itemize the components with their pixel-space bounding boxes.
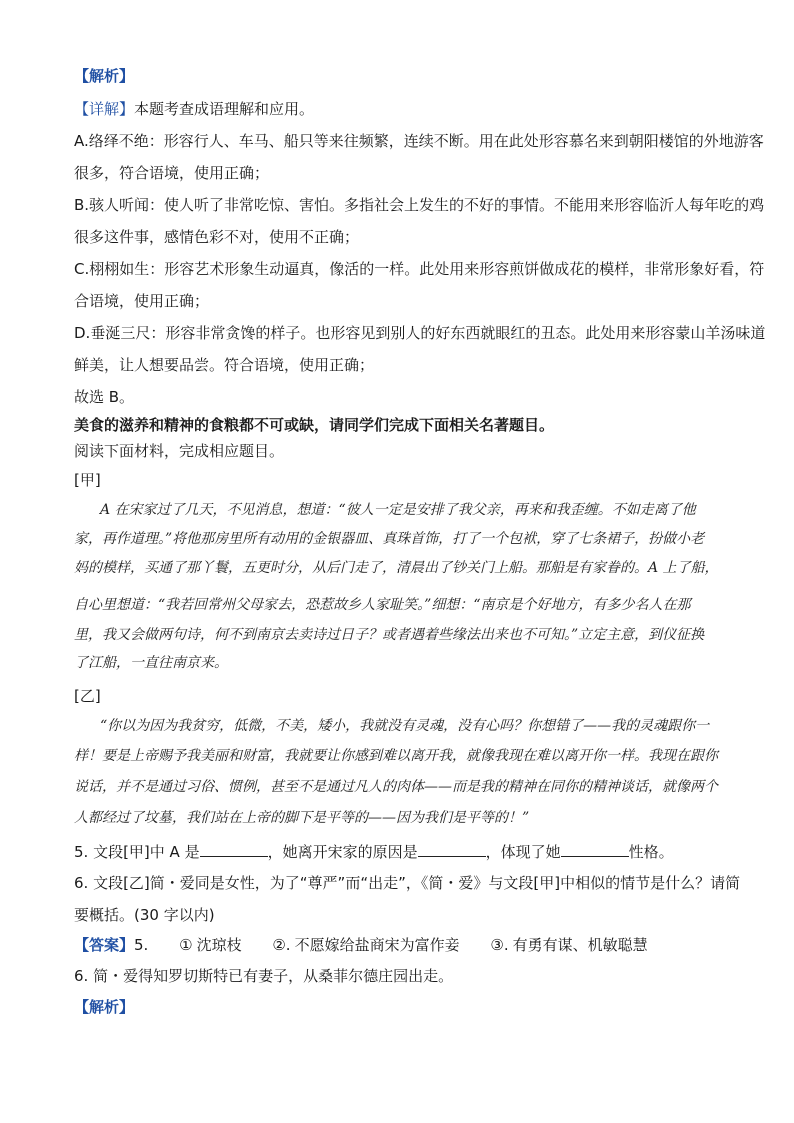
q5-part-1: 5. 文段[甲]中 A 是 xyxy=(74,843,200,861)
option-b-line-2: 很多这件事，感情色彩不对，使用不正确； xyxy=(74,228,360,246)
option-a-line-1: A.络绎不绝：形容行人、车马、船只等来往频繁，连续不断。用在此处形容慕名来到朝阳楼馆的外地游客 xyxy=(74,132,764,150)
jia-line-1: A 在宋家过了几天，不见消息，想道：“彼人一定是安排了我父亲，再来和我歪缠。不如走离了他 xyxy=(100,502,696,518)
yi-line-2: 样！要是上帝赐予我美丽和财富，我就要让你感到难以离开我，就像我现在难以离开你一样。我现在跟你 xyxy=(74,748,718,764)
detail-line xyxy=(74,99,724,119)
q5-part-2: ，她离开宋家的原因是 xyxy=(267,843,418,861)
detail-label: 【详解】 xyxy=(74,100,135,118)
option-c-line-1: C.栩栩如生：形容艺术形象生动逼真，像活的一样。此处用来形容煎饼做成花的模样，非常形象好看，符 xyxy=(74,260,765,278)
q5-part-4: 性格。 xyxy=(628,843,674,861)
jia-line-2: 家，再作道理。”将他那房里所有动用的金银器皿、真珠首饰，打了一个包袱，穿了七条裙子，扮做小老 xyxy=(74,531,705,547)
conclusion: 故选 B。 xyxy=(74,388,135,406)
q5-blank-3[interactable] xyxy=(561,842,629,857)
read-instruction: 阅读下面材料，完成相应题目。 xyxy=(74,442,285,460)
answer-5-prefix: 5. xyxy=(134,936,149,954)
jia-line-5: 里，我又会做两句诗，何不到南京去卖诗过日子？或者遇着些缘法出来也不可知。”立定主意，到仪征换 xyxy=(74,627,705,643)
jia-line-4: 自心里想道：“我若回常州父母家去，恐惹故乡人家耻笑。”细想：“南京是个好地方，有多少名人在那 xyxy=(74,597,691,613)
section-heading: 美食的滋养和精神的食粮都不可或缺，请同学们完成下面相关名著题目。 xyxy=(74,416,555,434)
yi-line-1: “你以为因为我贫穷，低微，不美，矮小，我就没有灵魂，没有心吗？你想错了——我的灵魂跟你一 xyxy=(100,718,710,734)
option-d-line-2: 鲜美，让人想要品尝。符合语境，使用正确； xyxy=(74,356,375,374)
q5-part-3: ，体现了她 xyxy=(485,843,561,861)
answer-5-mark-1: ① xyxy=(179,936,193,954)
analysis-label-2: 【解析】 xyxy=(74,998,135,1016)
answer-5-item-1: 沈琼枝 xyxy=(196,936,242,954)
answer-label: 【答案】 xyxy=(74,936,135,954)
question-5 xyxy=(74,842,724,862)
option-c-line-2: 合语境，使用正确； xyxy=(74,292,210,310)
answer-5-line xyxy=(74,935,724,955)
option-b-line-1: B.骇人听闻：使人听了非常吃惊、害怕。多指社会上发生的不好的事情。不能用来形容临沂人每年吃的鸡 xyxy=(74,196,765,214)
detail-intro: 本题考查成语理解和应用。 xyxy=(134,100,315,118)
analysis-label: 【解析】 xyxy=(74,67,135,85)
yi-line-4: 人都经过了坟墓，我们站在上帝的脚下是平等的——因为我们是平等的！” xyxy=(74,810,530,826)
q5-blank-2[interactable] xyxy=(418,842,486,857)
option-d-line-1: D.垂涎三尺：形容非常贪馋的样子。也形容见到别人的好东西就眼红的丑态。此处用来形容蒙山羊汤味道 xyxy=(74,324,766,342)
jia-line-3: 妈的模样，买通了那丫鬟，五更时分，从后门走了，清晨出了钞关门上船。那船是有家眷的。A 上了船， xyxy=(74,560,719,576)
jia-line-6: 了江船，一直往南京来。 xyxy=(74,655,228,671)
option-a-line-2: 很多，符合语境，使用正确； xyxy=(74,164,270,182)
answer-5-item-2: 不愿嫁给盐商宋为富作妾 xyxy=(294,936,460,954)
yi-label: [乙] xyxy=(74,687,101,705)
q5-blank-1[interactable] xyxy=(200,842,268,857)
answer-5-mark-2: ②. xyxy=(272,936,291,954)
jia-label: [甲] xyxy=(74,471,101,489)
answer-5-item-3: 有勇有谋、机敏聪慧 xyxy=(512,936,648,954)
question-6-line-2: 要概括。(30 字以内) xyxy=(74,906,215,924)
answer-5-mark-3: ③. xyxy=(490,936,509,954)
question-6-line-1: 6. 文段[乙]简・爱同是女性，为了“尊严”而“出走”，《简・爱》与文段[甲]中相似的情节是什么？请简 xyxy=(74,874,741,892)
answer-6: 6. 简・爱得知罗切斯特已有妻子，从桑菲尔德庄园出走。 xyxy=(74,967,454,985)
yi-line-3: 说话，并不是通过习俗、惯例，甚至不是通过凡人的肉体——而是我的精神在同你的精神谈话，就像两个 xyxy=(74,779,718,795)
